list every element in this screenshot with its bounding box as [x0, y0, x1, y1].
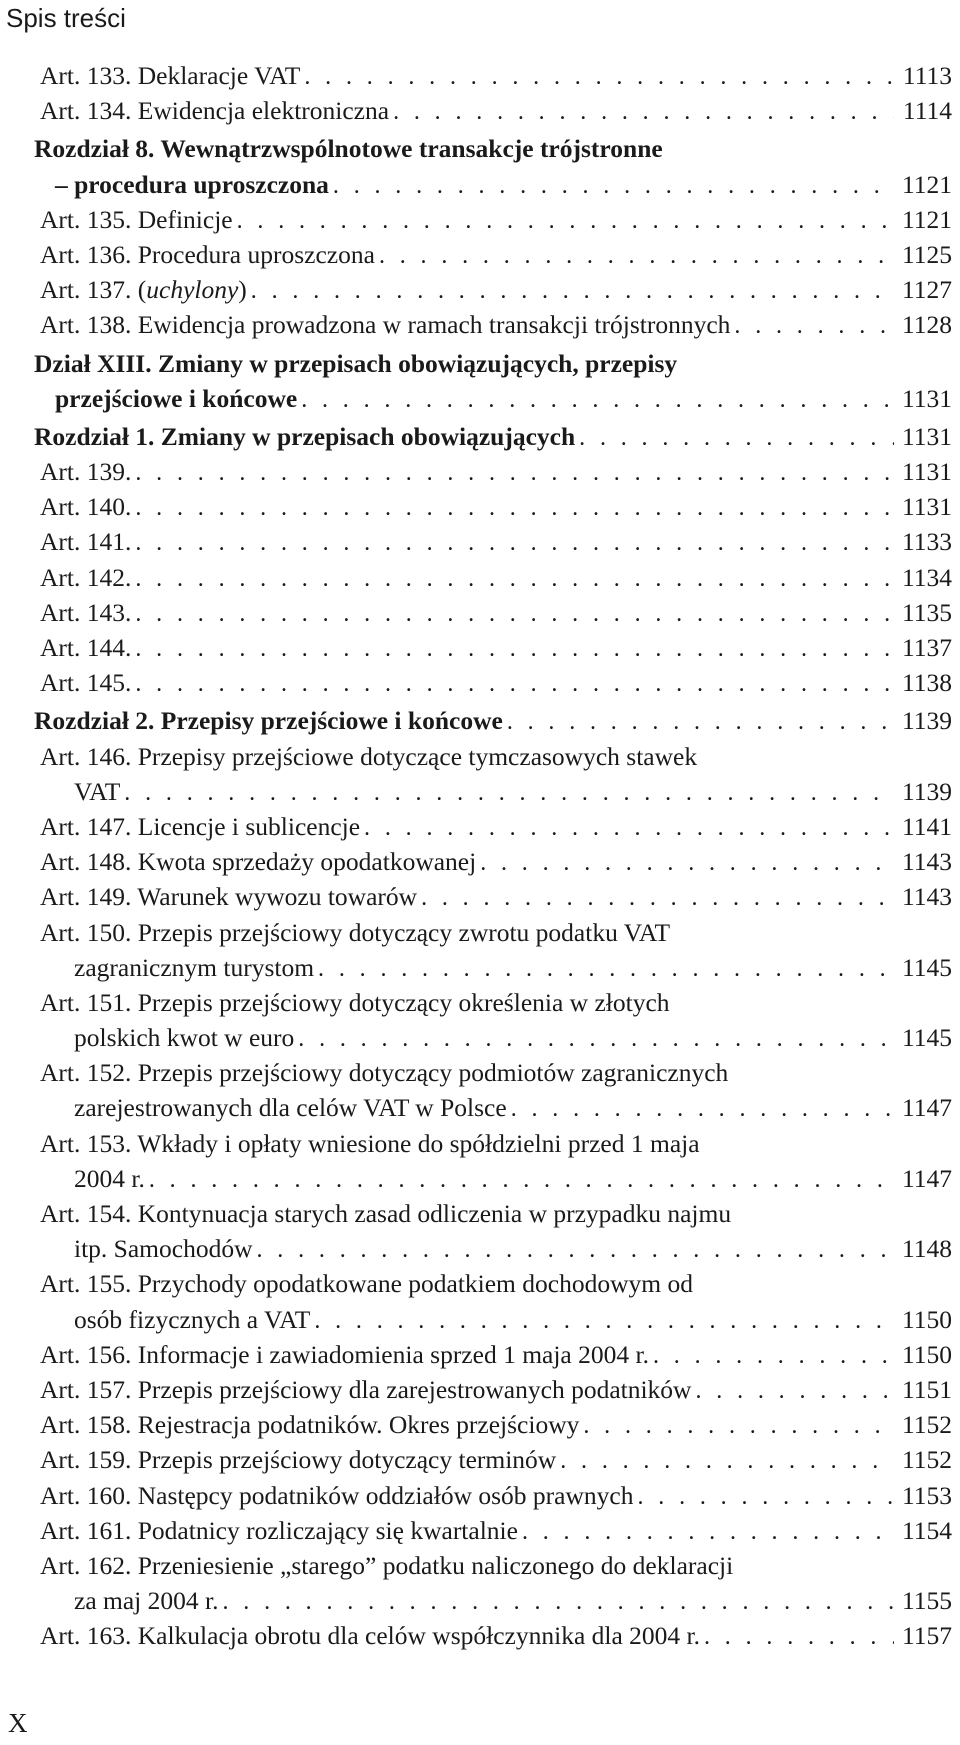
- dot-leader: [480, 846, 894, 881]
- toc-page-number: 1113: [902, 61, 952, 90]
- toc-entry-line: [40, 1583, 952, 1618]
- toc-entry-text: polskich kwot w euro: [74, 1023, 295, 1053]
- toc-entry-line: [40, 560, 952, 595]
- toc-entry-line: [40, 93, 952, 128]
- dot-leader: [583, 1409, 894, 1444]
- toc-entry-text: Art. 162. Przeniesienie „starego” podatku naliczonego do deklaracji: [40, 1550, 734, 1580]
- toc-entry-line: [34, 703, 952, 738]
- toc-page-number: 1139: [901, 706, 952, 736]
- toc-page-number: 1127: [901, 275, 952, 305]
- dot-leader: [653, 1339, 894, 1374]
- toc-article-entry: [40, 1478, 952, 1513]
- toc-article-entry: [40, 1055, 952, 1125]
- toc-entry-text: Art. 143.: [40, 597, 132, 627]
- toc-entry-text: Art. 149. Warunek wywozu towarów: [40, 882, 418, 912]
- italic-text: uchylony: [146, 275, 239, 305]
- dot-leader: [257, 1233, 895, 1268]
- toc-entry-text: Art. 145.: [40, 668, 132, 698]
- dot-leader: [149, 1163, 894, 1198]
- toc-entry-line: [40, 915, 952, 950]
- toc-page-number: 1131: [901, 457, 952, 487]
- dot-leader: [364, 811, 894, 846]
- toc-entry-text: Art. 138. Ewidencja prowadzona w ramach transakcji trójstronnych: [40, 310, 731, 340]
- toc-entry-text: Art. 157. Przepis przejściowy dla zarejestrowanych podatników: [40, 1374, 692, 1404]
- toc-entry-text: Art. 152. Przepis przejściowy dotyczący podmiotów zagranicznych: [40, 1058, 729, 1088]
- toc-entry-line: [40, 1372, 952, 1407]
- dot-leader: [704, 1620, 894, 1655]
- toc-entry-text: zagranicznym turystom: [74, 952, 315, 982]
- toc-page-number: 1128: [901, 310, 952, 340]
- toc-entry-line: [40, 524, 952, 559]
- toc-page-number: 1138: [901, 668, 952, 698]
- toc-entry-line: [40, 1231, 952, 1266]
- dot-leader: [560, 1444, 894, 1479]
- dot-leader: [333, 169, 894, 204]
- toc-entry-text: Art. 155. Przychody opodatkowane podatkiem dochodowym od: [40, 1269, 693, 1299]
- toc-entry-line: [40, 454, 952, 489]
- toc-entry-text: Art. 161. Podatnicy rozliczający się kwartalnie: [40, 1515, 518, 1545]
- dot-leader: [379, 239, 894, 274]
- toc-article-entry: [40, 1372, 952, 1407]
- toc-article-entry: [40, 1196, 952, 1266]
- toc-entry-line: [40, 774, 952, 809]
- toc-page-number: 1141: [901, 811, 952, 841]
- toc-article-entry: [40, 1618, 952, 1653]
- toc-entry-text: Art. 163. Kalkulacja obrotu dla celów współczynnika dla 2004 r.: [40, 1621, 700, 1651]
- toc-entry-text: Art. 158. Rejestracja podatników. Okres przejściowy: [40, 1410, 580, 1440]
- toc-entry-line: [40, 950, 952, 985]
- toc-page-number: 1152: [901, 1410, 952, 1440]
- toc-entry-line: [40, 1266, 952, 1301]
- toc-page-number: 1121: [901, 204, 952, 234]
- dot-leader: [304, 60, 894, 95]
- toc-entry-text: Dział XIII. Zmiany w przepisach obowiązujących, przepisy: [34, 348, 678, 378]
- toc-entry-text: Art. 136. Procedura uproszczona: [40, 239, 375, 269]
- toc-entry-text: za maj 2004 r.: [74, 1586, 219, 1616]
- toc-entry-text: Art. 142.: [40, 562, 132, 592]
- toc-page-number: 1148: [901, 1234, 952, 1264]
- toc-article-entry: [40, 237, 952, 272]
- toc-article-entry: [40, 489, 952, 524]
- toc-entry-text: Art. 141.: [40, 527, 132, 557]
- toc-entry-text: VAT: [74, 776, 121, 806]
- toc-entry-text: Art. 139.: [40, 457, 132, 487]
- toc-entry-line: [40, 1126, 952, 1161]
- toc-entry-text: Art. 140.: [40, 492, 132, 522]
- dot-leader: [314, 1304, 894, 1339]
- toc-article-entry: [40, 879, 952, 914]
- toc-entry-line: [40, 489, 952, 524]
- toc-entry-line: [40, 739, 952, 774]
- toc-page-number: 1147: [901, 1093, 952, 1123]
- toc-entry-line: [40, 844, 952, 879]
- toc-article-entry: [40, 915, 952, 985]
- toc-entry-line: [40, 1442, 952, 1477]
- toc-article-entry: [40, 454, 952, 489]
- toc-entry-line: [40, 1337, 952, 1372]
- toc-entry-text: Art. 133. Deklaracje VAT: [40, 61, 301, 90]
- toc-entry-line: [40, 985, 952, 1020]
- dot-leader: [135, 597, 894, 632]
- dot-leader: [522, 1515, 894, 1550]
- dot-leader: [124, 776, 894, 811]
- dot-leader: [135, 526, 894, 561]
- toc-entry-text: Art. 151. Przepis przejściowy dotyczący określenia w złotych: [40, 987, 670, 1017]
- dot-leader: [135, 667, 894, 702]
- toc-article-entry: [40, 1337, 952, 1372]
- dot-leader: [734, 309, 894, 344]
- toc-entry-line: [34, 131, 952, 166]
- toc-entry-text: Art. 137. (uchylony): [40, 275, 247, 305]
- toc-article-entry: [40, 272, 952, 307]
- toc-entry-line: [34, 346, 952, 381]
- toc-entry-text: Art. 134. Ewidencja elektroniczna: [40, 96, 390, 126]
- toc-entry-line: [34, 381, 952, 416]
- toc-entry-line: [40, 879, 952, 914]
- toc-entry-line: [40, 202, 952, 237]
- toc-entry-line: [34, 419, 952, 454]
- toc-article-entry: [40, 1513, 952, 1548]
- toc-entry-text: itp. Samochodów: [74, 1234, 253, 1264]
- toc-page-number: 1145: [901, 1023, 952, 1053]
- dot-leader: [695, 1374, 894, 1409]
- dot-leader: [135, 632, 894, 667]
- toc-entry-text: Rozdział 1. Zmiany w przepisach obowiązujących: [34, 421, 576, 451]
- toc-entry-text: Art. 153. Wkłady i opłaty wniesione do spółdzielni przed 1 maja: [40, 1128, 700, 1158]
- toc-chapter-entry: [34, 703, 952, 738]
- dot-leader: [393, 95, 894, 130]
- toc-article-entry: [40, 524, 952, 559]
- toc-page-number: 1139: [901, 776, 952, 806]
- toc-entry-line: [40, 1196, 952, 1231]
- toc-article-entry: [40, 93, 952, 128]
- dot-leader: [318, 952, 894, 987]
- dot-leader: [507, 705, 894, 740]
- toc-entry-text: Art. 160. Następcy podatników oddziałów osób prawnych: [40, 1480, 634, 1510]
- dot-leader: [251, 274, 894, 309]
- toc-page-number: 1114: [902, 96, 952, 126]
- toc-page-number: 1153: [901, 1480, 952, 1510]
- dot-leader: [222, 1585, 894, 1620]
- dot-leader: [511, 1092, 894, 1127]
- toc-entry-text: Art. 159. Przepis przejściowy dotyczący terminów: [40, 1445, 557, 1475]
- toc-entry-text: Rozdział 8. Wewnątrzwspólnotowe transakcje trójstronne: [34, 134, 663, 164]
- toc-page-number: 1152: [901, 1445, 952, 1475]
- toc-entry-text: zarejestrowanych dla celów VAT w Polsce: [74, 1093, 507, 1123]
- toc-entry-text: Art. 150. Przepis przejściowy dotyczący zwrotu podatku VAT: [40, 917, 671, 947]
- dot-leader: [301, 383, 894, 418]
- dot-leader: [135, 456, 894, 491]
- dot-leader: [237, 204, 894, 239]
- toc-entry-line: [40, 595, 952, 630]
- toc-article-entry: [40, 1126, 952, 1196]
- toc-article-entry: [40, 985, 952, 1055]
- toc-entry-text: Art. 147. Licencje i sublicencje: [40, 811, 361, 841]
- toc-page-number: 1150: [901, 1304, 952, 1334]
- dot-leader: [637, 1480, 894, 1515]
- toc-page-number: 1131: [901, 383, 952, 413]
- toc-entry-text: Art. 156. Informacje i zawiadomienia sprzed 1 maja 2004 r.: [40, 1339, 649, 1369]
- dot-leader: [421, 881, 894, 916]
- toc-entry-line: [40, 307, 952, 342]
- toc-article-entry: [40, 1442, 952, 1477]
- toc-article-entry: [40, 809, 952, 844]
- toc-entry-line: [40, 1161, 952, 1196]
- toc-article-entry: [40, 307, 952, 342]
- toc-article-entry: [40, 665, 952, 700]
- toc-entry-text: Art. 154. Kontynuacja starych zasad odliczenia w przypadku najmu: [40, 1199, 732, 1228]
- toc-entry-text: 2004 r.: [74, 1163, 145, 1193]
- toc-page-number: 1121: [901, 169, 952, 199]
- toc-article-entry: [40, 630, 952, 665]
- toc-entry-text: Art. 146. Przepisy przejściowe dotyczące tymczasowych stawek: [40, 741, 698, 771]
- toc-page-number: 1135: [901, 597, 952, 627]
- toc-entry-text: Art. 135. Definicje: [40, 204, 233, 234]
- toc-entry-line: [40, 809, 952, 844]
- toc-page-number: 1134: [901, 562, 952, 592]
- toc-article-entry: [40, 1266, 952, 1336]
- toc-page-number: 1133: [901, 527, 952, 557]
- toc-page-number: 1154: [901, 1515, 952, 1545]
- toc-entry-line: [40, 272, 952, 307]
- toc-chapter-entry: [34, 131, 952, 201]
- toc-page-number: 1155: [901, 1586, 952, 1616]
- toc-entry-line: [40, 665, 952, 700]
- toc-entry-line: [40, 1055, 952, 1090]
- toc-entry-line: [40, 1407, 952, 1442]
- toc-entry-line: [40, 1618, 952, 1653]
- toc-page-number: 1150: [901, 1339, 952, 1369]
- toc-entry-text: Art. 148. Kwota sprzedaży opodatkowanej: [40, 847, 477, 877]
- toc-page-number: 1157: [901, 1621, 952, 1651]
- toc-page-number: 1131: [901, 492, 952, 522]
- toc-entry-text: – procedura uproszczona: [55, 169, 329, 199]
- toc-page-number: 1143: [901, 882, 952, 912]
- toc-article-entry: [40, 1548, 952, 1618]
- toc-entry-text: Art. 144.: [40, 633, 132, 662]
- toc-entry-line: [40, 58, 952, 93]
- toc-entry-line: [40, 1478, 952, 1513]
- toc-article-entry: [40, 844, 952, 879]
- toc-page-number: 1143: [901, 847, 952, 877]
- toc-entry-line: [34, 167, 952, 202]
- dot-leader: [298, 1022, 894, 1057]
- dot-leader: [135, 491, 894, 526]
- toc-page-number: 1151: [901, 1374, 952, 1404]
- toc-page-number: 1125: [901, 239, 952, 269]
- toc-entry-line: [40, 1302, 952, 1337]
- toc-entry-line: [40, 1090, 952, 1125]
- toc-entry-line: [40, 1020, 952, 1055]
- toc-article-entry: [40, 739, 952, 809]
- toc-chapter-entry: [34, 419, 952, 454]
- toc-page-number: 1137: [901, 633, 952, 662]
- toc-page-number: 1147: [901, 1163, 952, 1193]
- table-of-contents: [34, 58, 952, 1653]
- dot-leader: [579, 421, 894, 456]
- toc-page-number: 1131: [901, 421, 952, 451]
- toc-article-entry: [40, 58, 952, 93]
- page-number: X: [8, 1708, 28, 1738]
- toc-entry-line: [40, 630, 952, 665]
- toc-entry-text: przejściowe i końcowe: [55, 383, 298, 413]
- toc-entry-text: osób fizycznych a VAT: [74, 1304, 311, 1334]
- page-header-title: Spis treści: [6, 3, 126, 33]
- toc-article-entry: [40, 202, 952, 237]
- toc-entry-text: Rozdział 2. Przepisy przejściowe i końcowe: [34, 706, 503, 736]
- toc-article-entry: [40, 1407, 952, 1442]
- toc-article-entry: [40, 595, 952, 630]
- toc-entry-line: [40, 1513, 952, 1548]
- toc-page-number: 1145: [901, 952, 952, 982]
- dot-leader: [135, 562, 894, 597]
- toc-article-entry: [40, 560, 952, 595]
- toc-entry-line: [40, 237, 952, 272]
- toc-entry-line: [40, 1548, 952, 1583]
- toc-chapter-entry: [34, 346, 952, 416]
